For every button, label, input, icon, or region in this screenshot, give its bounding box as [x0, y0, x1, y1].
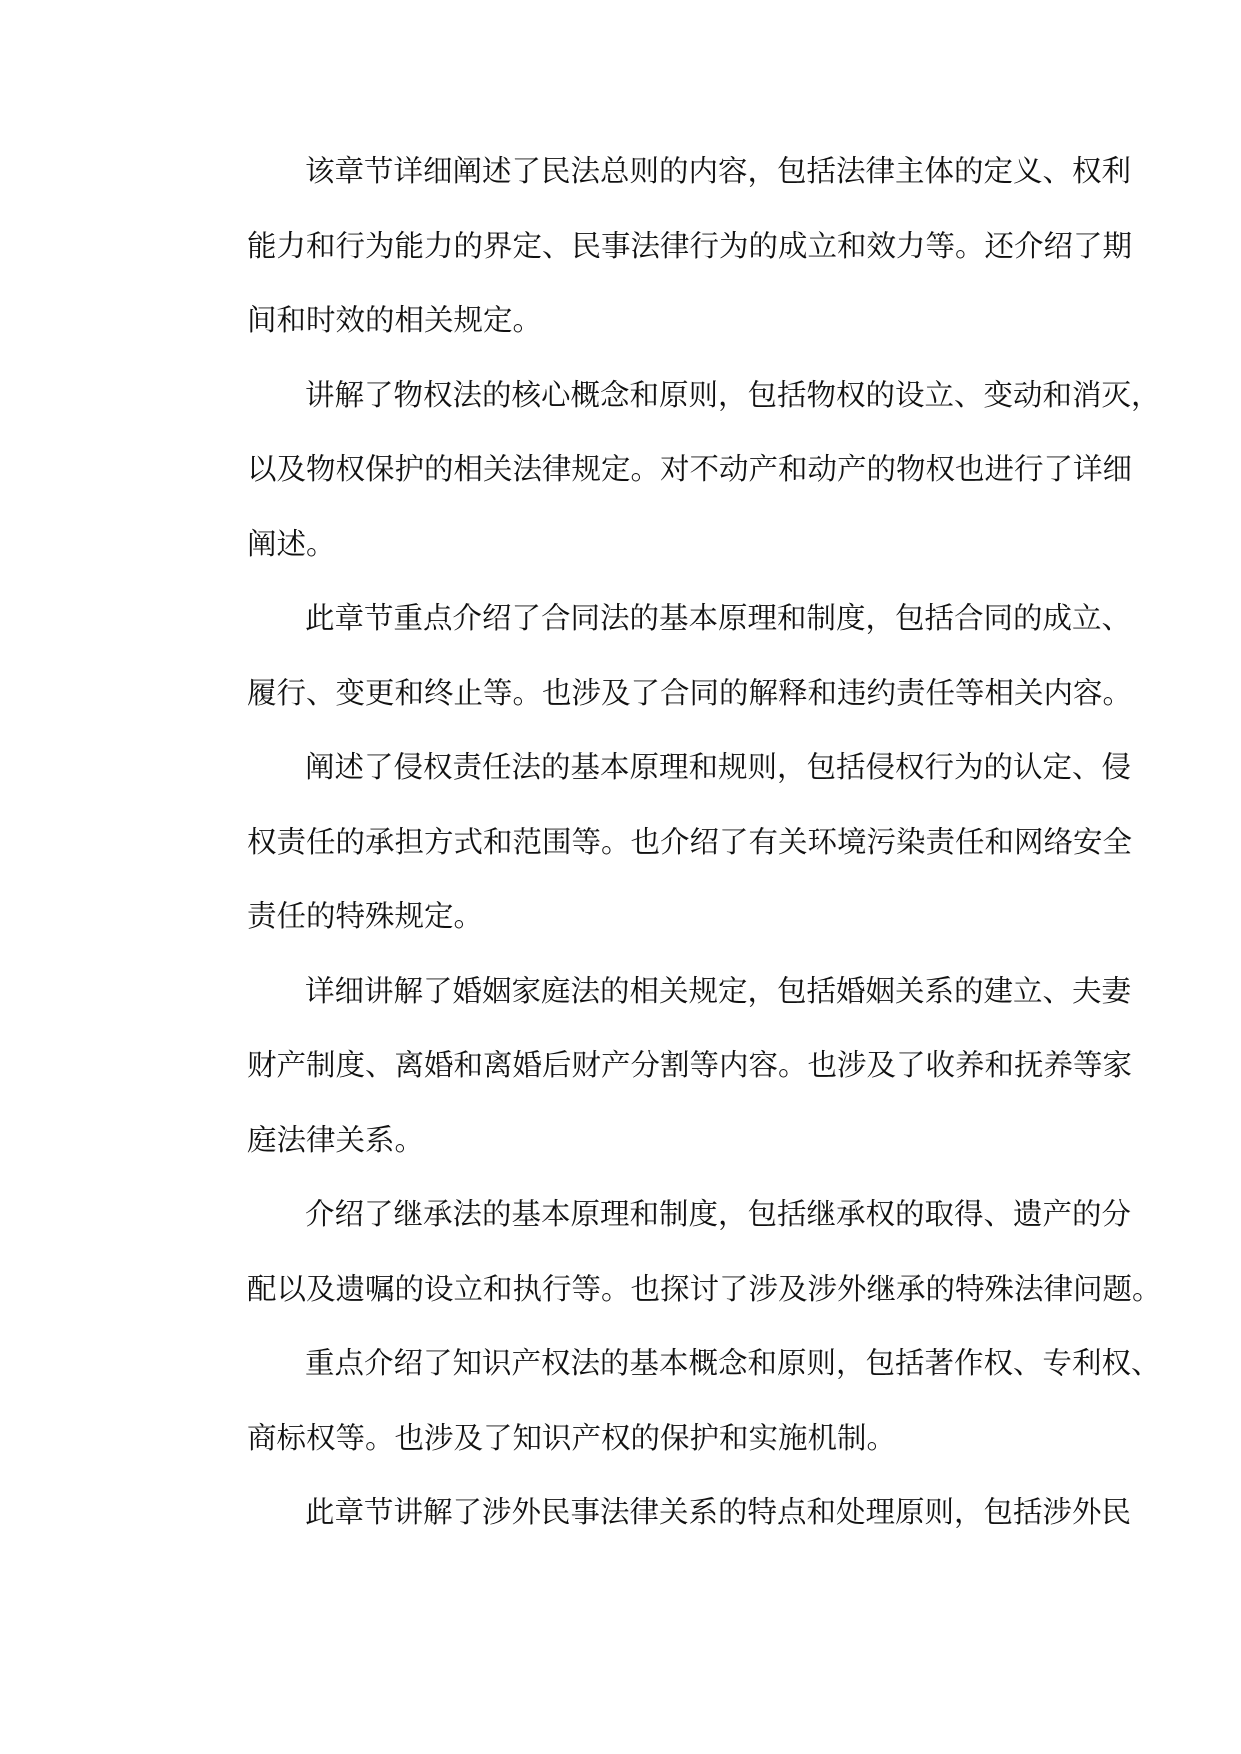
text-line: 重点介绍了知识产权法的基本概念和原则，包括著作权、专利权、 [305, 1346, 1161, 1380]
text-line: 阐述了侵权责任法的基本原理和规则，包括侵权行为的认定、侵 [305, 750, 1132, 784]
text-line: 能力和行为能力的界定、民事法律行为的成立和效力等。还介绍了期 [247, 228, 1133, 263]
text-line: 配以及遗嘱的设立和执行等。也探讨了涉及涉外继承的特殊法律问题。 [247, 1271, 1162, 1306]
body-text [188, 134, 1162, 1550]
text-line: 间和时效的相关规定。 [247, 303, 543, 337]
text-line: 商标权等。也涉及了知识产权的保护和实施机制。 [247, 1420, 897, 1455]
text-line: 财产制度、离婚和离婚后财产分割等内容。也涉及了收养和抚养等家 [247, 1048, 1133, 1082]
text-line: 以及物权保护的相关法律规定。对不动产和动产的物权也进行了详细 [247, 452, 1133, 486]
paragraph-civil-general-provisions [188, 134, 1133, 358]
text-line: 庭法律关系。 [247, 1122, 425, 1157]
text-line: 责任的特殊规定。 [247, 899, 484, 933]
text-line: 此章节讲解了涉外民事法律关系的特点和处理原则，包括涉外民 [305, 1495, 1132, 1529]
paragraph-intellectual-property-law [188, 1326, 1161, 1475]
text-line: 介绍了继承法的基本原理和制度，包括继承权的取得、遗产的分 [305, 1197, 1132, 1231]
text-line: 详细讲解了婚姻家庭法的相关规定，包括婚姻关系的建立、夫妻 [305, 973, 1132, 1008]
paragraph-inheritance-law [188, 1177, 1162, 1326]
text-line: 履行、变更和终止等。也涉及了合同的解释和违约责任等相关内容。 [247, 675, 1133, 710]
text-line: 权责任的承担方式和范围等。也介绍了有关环境污染责任和网络安全 [247, 824, 1133, 859]
text-line: 该章节详细阐述了民法总则的内容，包括法律主体的定义、权利 [305, 154, 1132, 188]
paragraph-contract-law [188, 581, 1133, 730]
paragraph-tort-law [188, 730, 1133, 954]
text-line: 讲解了物权法的核心概念和原则，包括物权的设立、变动和消灭， [305, 377, 1161, 412]
paragraph-marriage-family-law [188, 954, 1133, 1178]
paragraph-foreign-civil-relations [188, 1475, 1132, 1550]
text-line: 阐述。 [247, 526, 336, 561]
text-line: 此章节重点介绍了合同法的基本原理和制度，包括合同的成立、 [305, 601, 1132, 635]
paragraph-property-law [188, 358, 1161, 582]
